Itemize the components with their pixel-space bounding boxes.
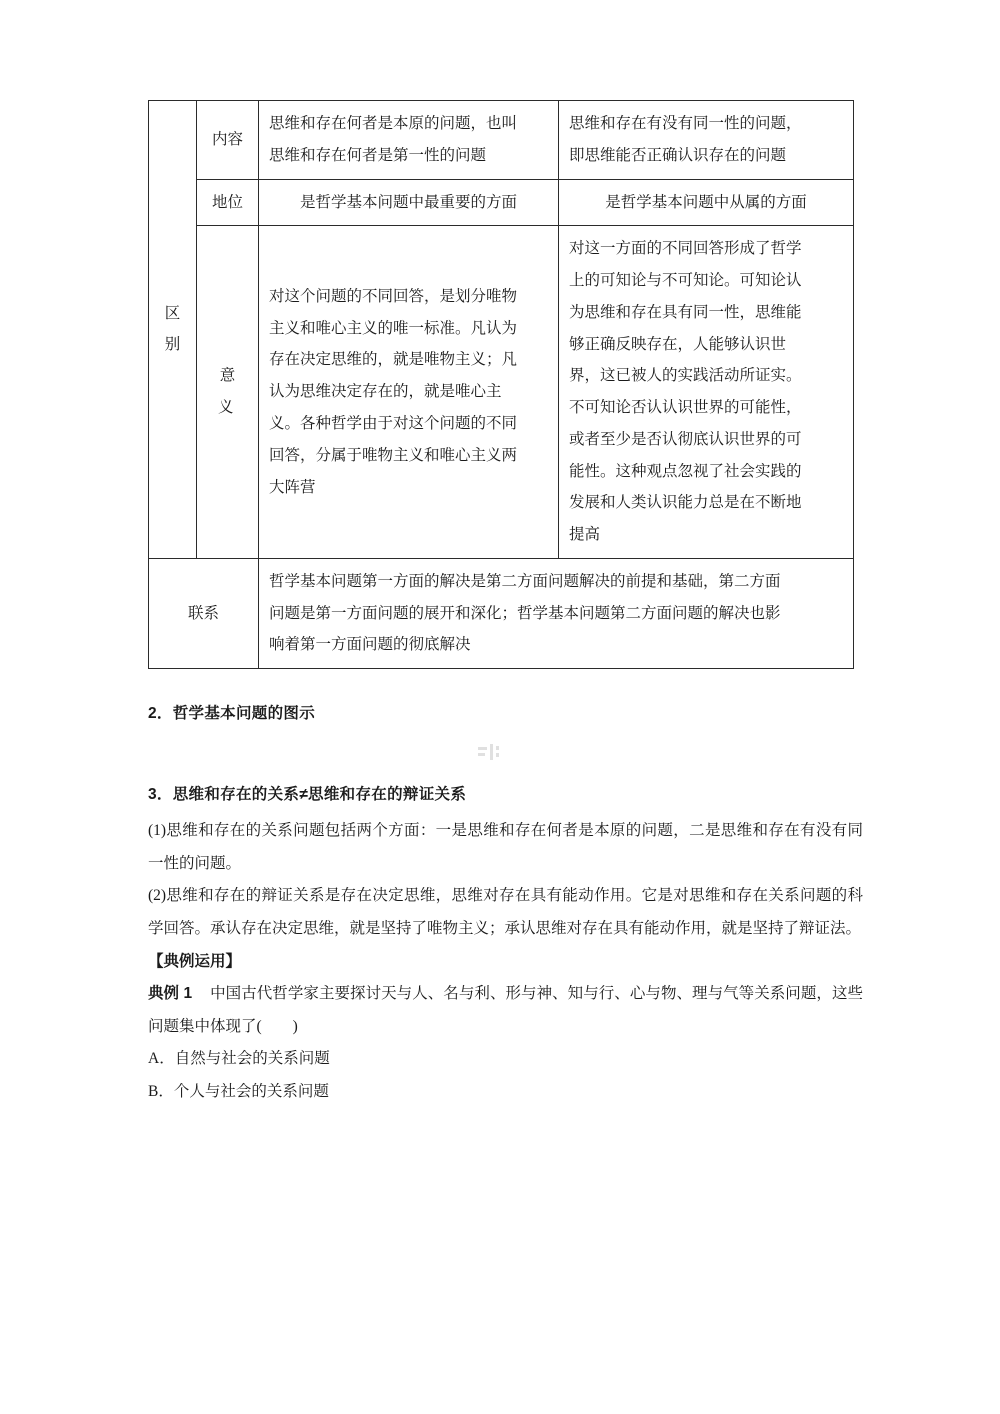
cell-line: 思维和存在何者是本原的问题，也叫 — [269, 115, 518, 132]
cell-line: 响着第一方面问题的彻底解决 — [269, 636, 471, 654]
cell-line: 为思维和存在具有同一性，思维能 — [569, 303, 802, 321]
exercise-section-label: 【典例运用】 — [148, 952, 242, 970]
option-a: A．自然与社会的关系问题 — [148, 1050, 330, 1068]
cell-line: 问题是第一方面问题的展开和深化；哲学基本问题第二方面问题的解决也影 — [269, 604, 781, 622]
cell-line: 主义和唯心主义的唯一标准。凡认为 — [269, 319, 518, 337]
table-row — [149, 558, 854, 668]
cell-line: 思维和存在何者是第一性的问题 — [269, 146, 487, 164]
cell-line: 发展和人类认识能力总是在不断地 — [569, 494, 802, 512]
group-label-char-2: 别 — [164, 336, 181, 354]
diagram-placeholder-icon — [478, 743, 504, 763]
heading-item-2: 2．哲学基本问题的图示 — [148, 705, 316, 722]
diagram-placeholder-slot — [148, 735, 863, 781]
cell-status-second-aspect — [559, 179, 854, 226]
example-stem: 中国古代哲学家主要探讨天与人、名与利、形与神、知与行、心与物、理与气等关系问题，这些问题集中体现了( ) — [148, 985, 863, 1035]
cell-line: 即思维能否正确认识存在的问题 — [569, 146, 787, 164]
cell-significance-first-aspect — [259, 226, 559, 559]
cell-line: 或者至少是否认彻底认识世界的可 — [569, 430, 802, 448]
cell-line: 回答，分属于唯物主义和唯心主义两 — [269, 446, 518, 464]
paragraph-2: (2)思维和存在的辩证关系是存在决定思维，思维对存在具有能动作用。它是对思维和存在关系问题的科学回答。承认存在决定思维，就是坚持了唯物主义；承认思维对存在具有能动作用，就是坚持了辩证法。 — [148, 887, 863, 937]
row-group-label-connection: 联系 — [149, 558, 259, 668]
cell-status-first-aspect — [259, 179, 559, 226]
cell-line: 是哲学基本问题中最重要的方面 — [299, 193, 517, 211]
heading-item-3: 3．思维和存在的关系≠思维和存在的辩证关系 — [148, 785, 467, 803]
cell-line: 能性。这种观点忽视了社会实践的 — [569, 462, 802, 480]
cell-line: 提高 — [569, 526, 601, 544]
document-body — [148, 700, 863, 1108]
cell-line: 不可知论否认认识世界的可能性， — [569, 399, 802, 417]
cell-line: 是哲学基本问题中从属的方面 — [605, 193, 807, 211]
table-row — [149, 179, 854, 226]
cell-line: 界，这已被人的实践活动所证实。 — [569, 367, 802, 385]
comparison-table — [148, 100, 854, 669]
aspect-label-content: 内容 — [197, 101, 259, 180]
cell-line: 对这一方面的不同回答形成了哲学 — [569, 240, 802, 258]
cell-connection-text — [259, 558, 854, 668]
cell-line: 上的可知论与不可知论。可知论认 — [569, 272, 802, 290]
table-row — [149, 226, 854, 559]
cell-line: 思维和存在有没有同一性的问题， — [569, 115, 802, 132]
cell-content-first-aspect — [259, 101, 559, 180]
table-row — [149, 101, 854, 180]
example-tag: 典例 1 — [148, 985, 193, 1003]
group-label-char-1: 区 — [164, 304, 181, 322]
aspect-label-significance: 意义 — [197, 226, 259, 559]
cell-content-second-aspect — [559, 101, 854, 180]
aspect-label-status: 地位 — [197, 179, 259, 226]
cell-line: 认为思维决定存在的，就是唯心主 — [269, 383, 502, 401]
option-b: B．个人与社会的关系问题 — [148, 1082, 329, 1100]
cell-line: 存在决定思维的，就是唯物主义；凡 — [269, 351, 518, 369]
cell-line: 对这个问题的不同回答，是划分唯物 — [269, 287, 518, 305]
example-question-1 — [148, 978, 863, 1043]
cell-significance-second-aspect — [559, 226, 854, 559]
paragraph-1: (1)思维和存在的关系问题包括两个方面：一是思维和存在何者是本原的问题，二是思维和存在有没有同一性的问题。 — [148, 822, 863, 872]
cell-line: 够正确反映存在，人能够认识世 — [569, 335, 787, 353]
cell-line: 义。各种哲学由于对这个问题的不同 — [269, 415, 518, 432]
row-group-label-difference — [149, 101, 197, 559]
cell-line: 大阵营 — [269, 478, 316, 496]
cell-line: 哲学基本问题第一方面的解决是第二方面问题解决的前提和基础，第二方面 — [269, 572, 781, 590]
